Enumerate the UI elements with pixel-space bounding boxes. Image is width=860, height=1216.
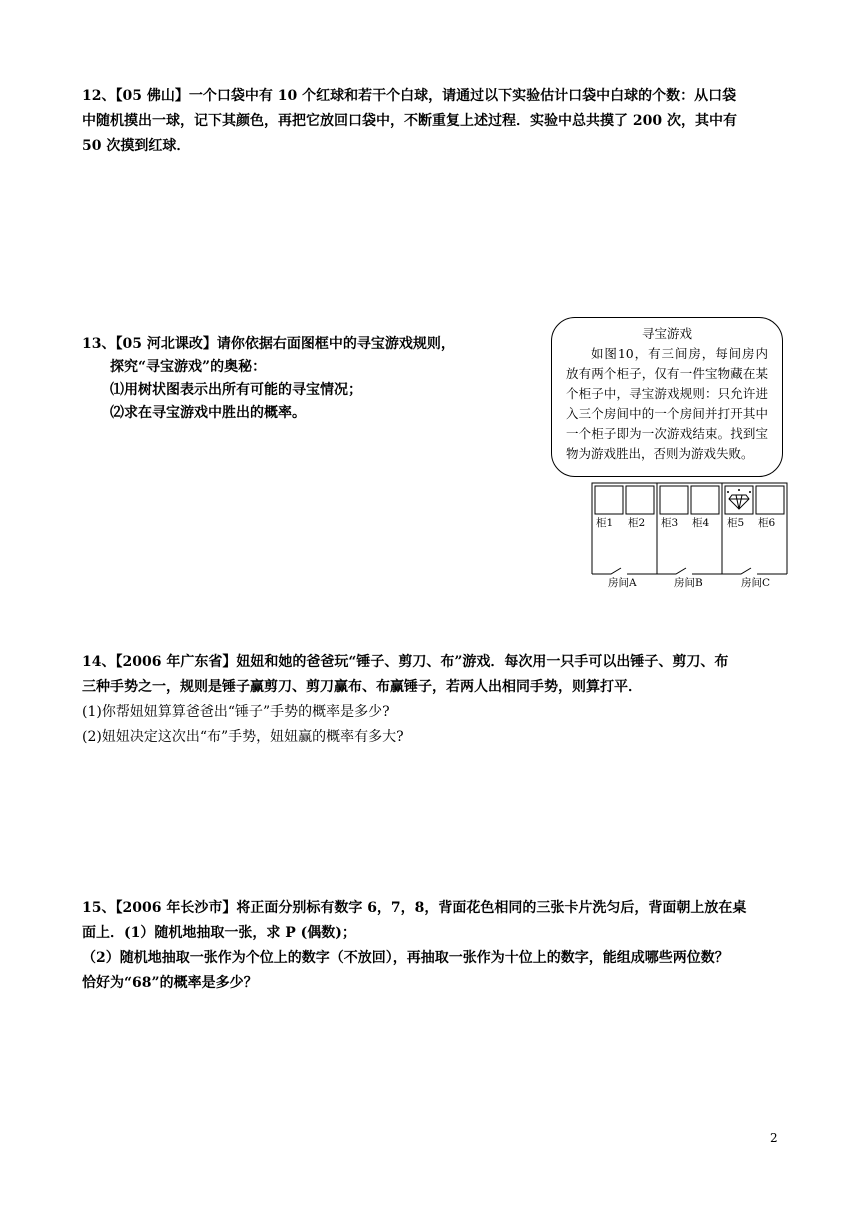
question-12-line: 12、【05 佛山】一个口袋中有 10 个红球和若干个白球，请通过以下实验估计口袋中白球的个数：从口袋 (82, 88, 737, 104)
cabinet-label: 柜1 (596, 517, 614, 529)
cabinet-4 (691, 486, 719, 514)
question-12-line: 50 次摸到红球． (82, 138, 191, 154)
question-14-subquestion: (2)妞妞决定这次出“布”手势，妞妞赢的概率有多大? (82, 729, 404, 745)
question-14-subquestion: (1)你帮妞妞算算爸爸出“锤子”手势的概率是多少? (82, 704, 390, 720)
game-rules-box (551, 317, 783, 477)
cabinet-1 (595, 486, 623, 514)
room-label: 房间A (608, 577, 637, 589)
question-14-line: 三种手势之一，规则是锤子赢剪刀、剪刀赢布、布赢锤子，若两人出相同手势，则算打平． (82, 679, 642, 695)
question-13 (82, 333, 502, 425)
game-rules-title: 寻宝游戏 (641, 326, 692, 341)
question-12 (82, 84, 782, 159)
question-13-subquestion: ⑴用树状图表示出所有可能的寻宝情况； (110, 382, 362, 398)
cabinet-label: 柜2 (628, 517, 646, 529)
question-14-line: 14、【2006 年广东省】妞妞和她的爸爸玩“锤子、剪刀、布”游戏．每次用一只手可以出锤子、剪刀、布 (82, 654, 729, 670)
question-15 (82, 896, 782, 996)
game-rules-text: 如图10，有三间房，每间房内放有两个柜子，仅有一件宝物藏在某个柜子中，寻宝游戏规则：只允许进入三个房间中的一个房间并打开其中一个柜子即为一次游戏结束。找到宝物为游戏胜出，否则为游戏失败。 (566, 346, 768, 461)
cabinet-label: 柜5 (727, 517, 745, 529)
question-14 (82, 650, 782, 750)
question-12-line: 中随机摸出一球，记下其颜色，再把它放回口袋中，不断重复上述过程．实验中总共摸了 200 次，其中有 (82, 113, 737, 129)
cabinet-label: 柜3 (661, 517, 679, 529)
diamond-icon (727, 489, 751, 509)
question-13-line: 13、【05 河北课改】请你依据右面图框中的寻宝游戏规则， (82, 336, 455, 352)
question-15-line: 15、【2006 年长沙市】将正面分别标有数字 6，7，8，背面花色相同的三张卡片洗匀后，背面朝上放在桌 (82, 900, 747, 916)
page-number: 2 (770, 1131, 778, 1145)
cabinet-label: 柜4 (692, 517, 710, 529)
cabinet-6 (756, 486, 784, 514)
question-13-subquestion: ⑵求在寻宝游戏中胜出的概率。 (110, 405, 306, 421)
cabinet-label: 柜6 (758, 517, 776, 529)
cabinet-2 (626, 486, 654, 514)
question-15-line: 面上．(1）随机地抽取一张，求 P (偶数)； (82, 925, 356, 941)
question-15-line: （2）随机地抽取一张作为个位上的数字（不放回），再抽取一张作为十位上的数字，能组成哪些两位数？ (82, 950, 729, 966)
room-label: 房间B (674, 577, 703, 589)
question-13-line: 探究“寻宝游戏”的奥秘： (110, 359, 267, 375)
cabinet-3 (660, 486, 688, 514)
room-label: 房间C (741, 577, 771, 589)
question-15-line: 恰好为“68”的概率是多少？ (82, 975, 258, 991)
rooms-figure (591, 482, 788, 590)
